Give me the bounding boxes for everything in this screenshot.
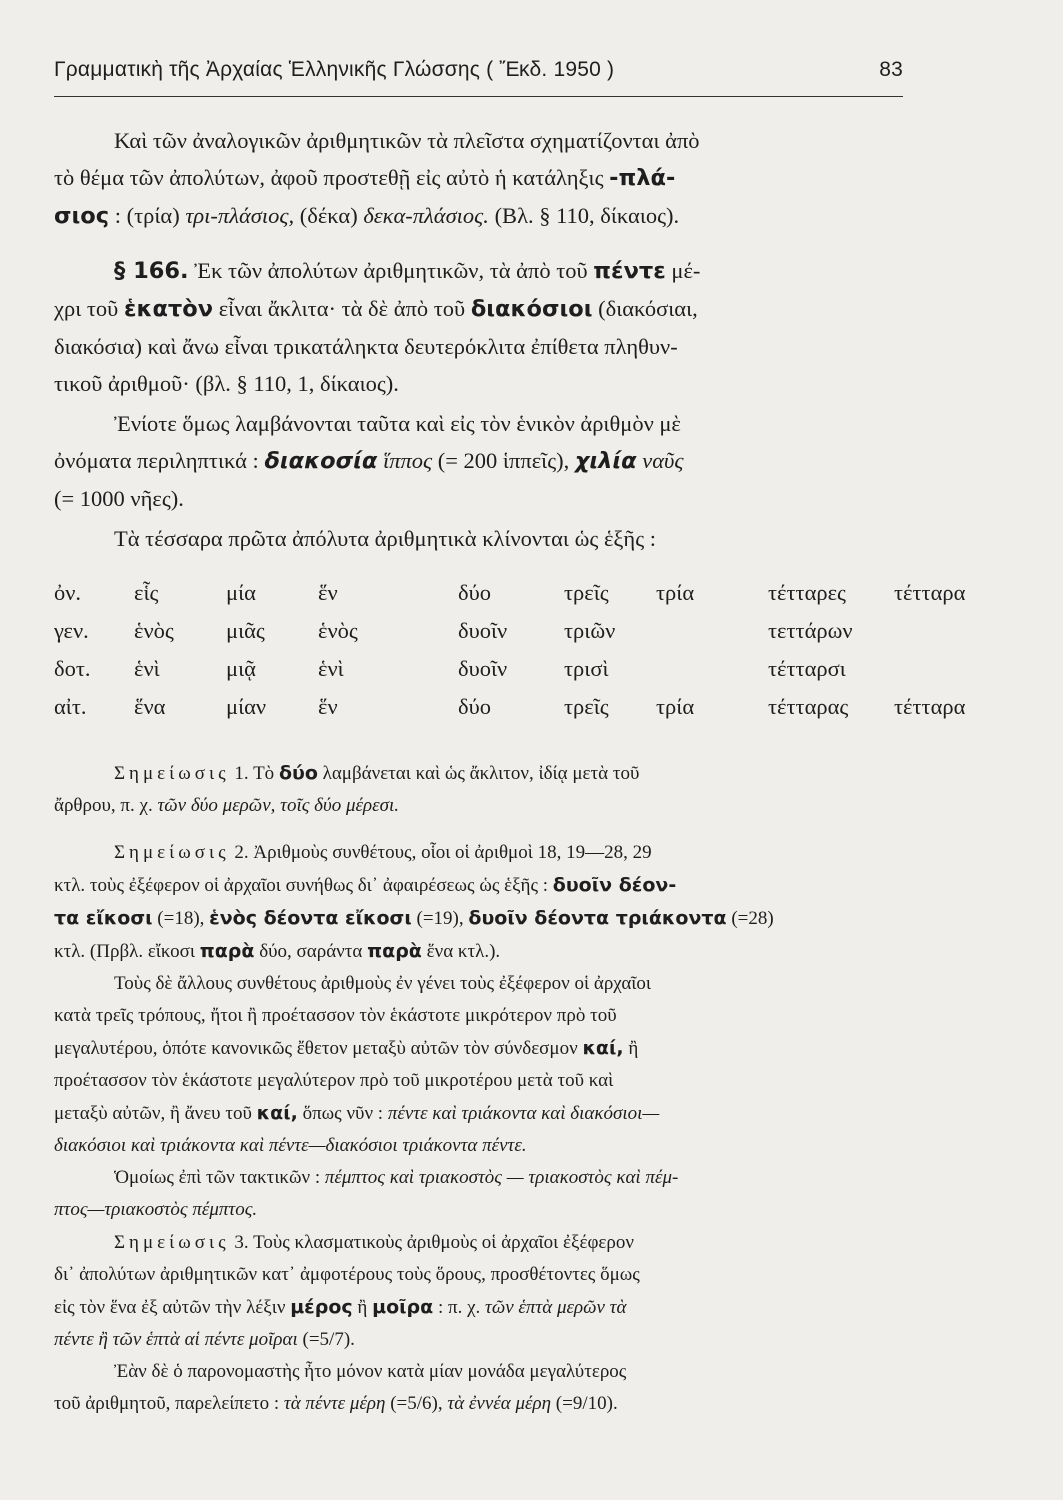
note-number: 2. <box>234 842 249 863</box>
text-span: κτλ. (Πρβλ. εἴκοσι <box>54 941 195 962</box>
case-label: δοτ. <box>54 656 91 681</box>
text-span: εἶναι ἄκλιτα· τὰ δὲ ἀπὸ τοῦ <box>218 296 466 321</box>
text-span: τὸ θέμα τῶν ἀπολύτων, ἀφοῦ προστεθῇ εἰς αὐτὸ ἡ κατάληξις <box>54 165 604 190</box>
case-label: ὀν. <box>54 580 82 605</box>
bold-term: δυοῖν δέον- <box>552 874 677 896</box>
text-line: Ἐνίοτε ὅμως λαμβάνονται ταῦτα καὶ εἰς τὸν ἑνικὸν ἀριθμὸν μὲ <box>114 411 681 436</box>
text-span: : (τρία) <box>114 203 180 228</box>
declension-form: μιᾷ <box>226 656 256 681</box>
text-line <box>54 869 903 902</box>
text-line <box>54 935 903 968</box>
declension-table <box>54 580 999 732</box>
text-line: Ἐὰν δὲ ὁ παρονομαστὴς ἦτο μόνον κατὰ μίαν μονάδα μεγαλύτερος <box>114 1361 627 1382</box>
note-2 <box>54 837 903 1226</box>
text-span: (=5/7). <box>302 1329 355 1350</box>
note-1 <box>54 757 903 822</box>
declension-form: τέτταρα <box>894 694 966 719</box>
italic-example: ναῦς <box>642 448 684 473</box>
text-line: δι᾽ ἀπολύτων ἀριθμητικῶν κατ᾽ ἀμφοτέρους τοὺς ὅρους, προσθέτοντες ὅμως <box>54 1264 640 1285</box>
declension-form: ἑνὸς <box>134 618 174 643</box>
bold-term: δύο <box>278 762 318 784</box>
italic-example: δεκα-πλάσιος. <box>363 203 489 228</box>
declension-form: μία <box>226 580 256 605</box>
text-line <box>54 902 903 935</box>
text-span: ἢ <box>357 1297 368 1318</box>
text-line: Τὰ τέσσαρα πρῶτα ἀπόλυτα ἀριθμητικὰ κλίνονται ὡς ἑξῆς : <box>114 526 656 551</box>
declension-form: τρία <box>656 694 695 719</box>
text-span: Ἐκ τῶν ἀπολύτων ἀριθμητικῶν, τὰ ἀπὸ τοῦ <box>194 258 588 283</box>
note-label: Σημείωσις <box>114 763 230 784</box>
text-span: ἄρθρου, π. χ. <box>54 795 153 816</box>
text-line <box>54 1388 903 1420</box>
text-line <box>54 442 903 480</box>
text-line <box>54 1194 903 1226</box>
declension-form <box>894 656 999 694</box>
case-label: γεν. <box>54 618 89 643</box>
declension-form <box>656 656 768 694</box>
page-number: 83 <box>879 58 903 81</box>
declension-form: τέτταρες <box>768 580 846 605</box>
text-span: (= 200 ἱππεῖς), <box>437 448 570 473</box>
bold-term: ἑκατὸν <box>123 296 214 322</box>
bold-term: δυοῖν δέοντα τριάκοντα <box>468 907 727 929</box>
italic-example: τῶν δύο μερῶν, τοῖς δύο μέρεσι. <box>157 795 400 816</box>
text-span: λαμβάνεται καὶ ὡς ἄκλιτον, ἰδίᾳ μετὰ τοῦ <box>322 763 640 784</box>
text-span: (διακόσιαι, <box>598 296 698 321</box>
bold-term: τα εἴκοσι <box>54 907 153 929</box>
text-span: Ἀριθμοὺς συνθέτους, οἷοι οἱ ἀριθμοὶ 18, 19—28, 29 <box>253 842 652 863</box>
paragraph-section-166 <box>54 252 903 402</box>
italic-example: πέμπτος καὶ τριακοστὸς — τριακοστὸς καὶ πέμ- <box>324 1167 679 1188</box>
case-label: αἰτ. <box>54 694 87 719</box>
text-line <box>54 290 903 328</box>
text-span: (Βλ. § 110, δίκαιος). <box>494 203 680 228</box>
declension-form: ἑνὶ <box>134 656 160 681</box>
text-span: τοῦ ἀριθμητοῦ, παρελείπετο : <box>54 1393 280 1414</box>
header-title: Γραμματικὴ τῆς Ἀρχαίας Ἑλληνικῆς Γλώσσης ( Ἔκδ. 1950 ) <box>54 58 615 81</box>
text-span: εἰς τὸν ἕνα ἐξ αὐτῶν τὴν λέξιν <box>54 1297 286 1318</box>
text-line <box>54 1130 903 1162</box>
declension-row <box>54 618 999 656</box>
declension-form: τρεῖς <box>564 694 609 719</box>
italic-example: τρι-πλάσιος, <box>185 203 295 228</box>
declension-form: δύο <box>458 580 491 605</box>
italic-example: πέντε ἢ τῶν ἑπτὰ αἱ πέντε μοῖραι <box>54 1329 298 1350</box>
bold-term: καί, <box>256 1102 298 1124</box>
declension-form: ἕνα <box>134 694 166 719</box>
declension-form: ἕν <box>318 580 338 605</box>
italic-example: ἵππος <box>382 448 433 473</box>
declension-form: τέτταρας <box>768 694 849 719</box>
text-line <box>54 1162 903 1194</box>
text-line: τικοῦ ἀριθμοῦ· (βλ. § 110, 1, δίκαιος). <box>54 371 399 396</box>
bold-term: ἑνὸς δέοντα εἴκοσι <box>209 907 412 929</box>
declension-form <box>894 618 999 656</box>
text-line: κατὰ τρεῖς τρόπους, ἤτοι ἢ προέτασσον τὸν ἑκάστοτε μικρότερον πρὸ τοῦ <box>54 1005 617 1026</box>
declension-form: μιᾶς <box>226 618 265 643</box>
text-line: Καὶ τῶν ἀναλογικῶν ἀριθμητικῶν τὰ πλεῖστα σχηματίζονται ἀπὸ <box>114 128 700 153</box>
text-span: ὅπως νῦν : <box>302 1103 384 1124</box>
declension-form: δυοῖν <box>458 618 508 643</box>
bold-italic-term: διακοσία <box>264 448 378 474</box>
bold-italic-term: χιλία <box>574 448 637 474</box>
declension-form: τρεῖς <box>564 580 609 605</box>
bold-term: σιος <box>54 203 110 229</box>
italic-example: διακόσιοι καὶ τριάκοντα καὶ πέντε—διακόσιοι τριάκοντα πέντε. <box>54 1135 527 1156</box>
declension-form: τεττάρων <box>768 618 853 643</box>
text-line <box>54 757 903 790</box>
text-span: (=18), <box>157 908 205 929</box>
text-line <box>54 197 903 235</box>
note-number: 1. <box>234 763 249 784</box>
text-span: δύο, σαράντα <box>259 941 363 962</box>
running-header <box>54 58 903 82</box>
declension-form: τριῶν <box>564 618 616 643</box>
paragraph-analogical <box>54 122 903 235</box>
bold-term: παρὰ <box>367 940 422 962</box>
text-span: ἕνα κτλ.). <box>426 941 501 962</box>
text-span: χρι τοῦ <box>54 296 119 321</box>
text-span: μεταξὺ αὐτῶν, ἢ ἄνευ τοῦ <box>54 1103 252 1124</box>
paragraph-collective <box>54 405 903 517</box>
italic-example: τὰ πέντε μέρη <box>283 1393 386 1414</box>
declension-form: ἕν <box>318 694 338 719</box>
declension-form: δύο <box>458 694 491 719</box>
text-span: (δέκα) <box>299 203 358 228</box>
text-line <box>54 1097 903 1130</box>
italic-example: πτος—τριακοστὸς πέμπτος. <box>54 1199 258 1220</box>
declension-body <box>54 580 999 732</box>
section-number: § 166. <box>114 258 189 284</box>
bold-term: παρὰ <box>199 940 255 962</box>
text-span: (=9/10). <box>555 1393 618 1414</box>
text-line: διακόσια) καὶ ἄνω εἶναι τρικατάληκτα δευτερόκλιτα ἐπίθετα πληθυν- <box>54 334 678 359</box>
text-span: ὀνόματα περιληπτικά : <box>54 448 259 473</box>
bold-term: καί, <box>582 1037 624 1059</box>
text-span: ἢ <box>628 1038 639 1059</box>
text-line: (= 1000 νῆες). <box>54 486 184 511</box>
declension-form: μίαν <box>226 694 267 719</box>
declension-row <box>54 580 999 618</box>
italic-example: τῶν ἑπτὰ μερῶν τὰ <box>485 1297 627 1318</box>
declension-row <box>54 656 999 694</box>
text-span: Ὁμοίως ἐπὶ τῶν τακτικῶν : <box>114 1167 321 1188</box>
declension-form <box>656 618 768 656</box>
bold-term: διακόσιοι <box>470 296 593 322</box>
text-line <box>54 1227 903 1259</box>
text-span: μεγαλυτέρου, ὁπότε κανονικῶς ἔθετον μεταξὺ αὐτῶν τὸν σύνδεσμον <box>54 1038 578 1059</box>
declension-form: τρία <box>656 580 695 605</box>
paragraph-declension-intro <box>54 520 903 557</box>
bold-term: μοῖρα <box>372 1296 434 1318</box>
text-line <box>54 159 903 197</box>
text-line <box>54 1324 903 1356</box>
text-line <box>54 790 903 822</box>
note-label: Σημείωσις <box>114 842 230 863</box>
header-rule <box>54 96 903 97</box>
text-line <box>54 837 903 869</box>
text-span: : π. χ. <box>437 1297 481 1318</box>
bold-term: πέντε <box>593 258 666 284</box>
text-line: προέτασσον τὸν ἑκάστοτε μεγαλύτερον πρὸ τοῦ μικροτέρου μετὰ τοῦ καὶ <box>54 1070 614 1091</box>
text-line <box>54 252 903 290</box>
text-line <box>54 1032 903 1065</box>
text-span: μέ- <box>671 258 701 283</box>
bold-term: -πλά- <box>609 165 676 191</box>
text-line <box>54 1291 903 1324</box>
declension-form: εἷς <box>134 580 159 605</box>
note-number: 3. <box>234 1232 249 1253</box>
note-label: Σημείωσις <box>114 1232 230 1253</box>
text-span: Τοὺς κλασματικοὺς ἀριθμοὺς οἱ ἀρχαῖοι ἐξέφερον <box>253 1232 634 1253</box>
text-span: Τὸ <box>253 763 275 784</box>
italic-example: τὰ ἐννέα μέρη <box>447 1393 552 1414</box>
italic-example: πέντε καὶ τριάκοντα καὶ διακόσιοι— <box>387 1103 660 1124</box>
declension-form: ἑνὶ <box>318 656 344 681</box>
text-line: Τοὺς δὲ ἄλλους συνθέτους ἀριθμοὺς ἐν γένει τοὺς ἐξέφερον οἱ ἀρχαῖοι <box>114 973 652 994</box>
declension-form: τέτταρσι <box>768 656 846 681</box>
text-span: κτλ. τοὺς ἐξέφερον οἱ ἀρχαῖοι συνήθως δι᾽ ἀφαιρέσεως ὡς ἑξῆς : <box>54 875 549 896</box>
declension-form: τρισὶ <box>564 656 609 681</box>
bold-term: μέρος <box>290 1296 353 1318</box>
declension-form: δυοῖν <box>458 656 508 681</box>
declension-row <box>54 694 999 732</box>
text-span: (=5/6), <box>390 1393 443 1414</box>
declension-form: τέτταρα <box>894 580 966 605</box>
declension-form: ἑνὸς <box>318 618 358 643</box>
note-3 <box>54 1227 903 1420</box>
text-span: (=28) <box>731 908 774 929</box>
text-span: (=19), <box>416 908 464 929</box>
